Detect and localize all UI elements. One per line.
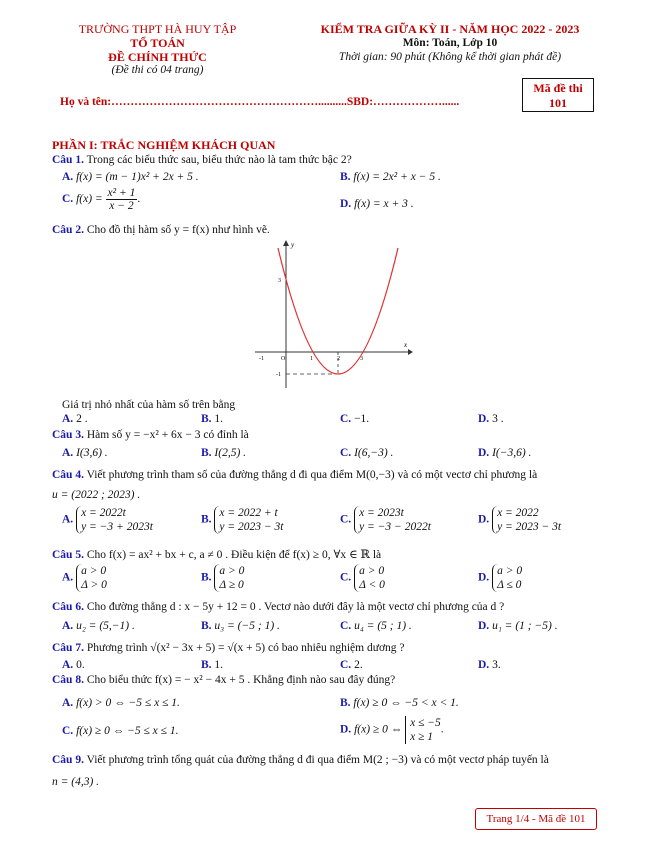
question-text: Viết phương trình tham số của đường thẳng d đi qua điểm M(0,−3) và có một vectơ chỉ phương là [86, 469, 538, 481]
q7-option-d[interactable] [478, 659, 501, 671]
exam-subject: Môn: Toán, Lớp 10 [402, 37, 498, 49]
option-letter: C. [62, 725, 74, 737]
question-6 [52, 601, 504, 613]
q1-option-c[interactable] [62, 187, 140, 212]
equation-line: a > 0 [219, 565, 245, 577]
option-letter: D. [478, 620, 490, 632]
option-letter: A. [62, 571, 74, 584]
equation-line: y = 2023 − 3t [219, 521, 284, 533]
equation-system [76, 564, 107, 592]
question-label: Câu 5. [52, 549, 84, 561]
question-text: Cho đồ thị hàm số y = f(x) như hình vẽ. [86, 224, 270, 236]
q8-option-c[interactable] [62, 725, 178, 737]
fraction [106, 187, 141, 212]
option-text: 3 . [492, 413, 504, 425]
equation-system [492, 506, 561, 534]
q6-option-d[interactable] [478, 620, 558, 632]
equation-system [76, 506, 153, 534]
equation-line: x = 2022 [497, 507, 539, 519]
question-label: Câu 7. [52, 642, 84, 654]
official-label: ĐỀ CHÍNH THỨC [108, 50, 207, 64]
option-text: u₁ = (1 ; −5) . [492, 620, 558, 632]
part1-title: PHẦN I: TRẮC NGHIỆM KHÁCH QUAN [52, 138, 276, 152]
question-label: Câu 8. [52, 674, 84, 686]
q7-option-c[interactable] [340, 659, 363, 671]
question-3 [52, 429, 249, 441]
option-text: 2 . [76, 413, 88, 425]
option-text: f(x) > 0 ⇔ −5 ≤ x ≤ 1. [76, 697, 180, 709]
function-graph [250, 236, 420, 396]
option-text: f(x) = x + 3 . [354, 198, 414, 210]
denominator: x − 2 [109, 200, 134, 212]
q7-option-b[interactable] [201, 659, 223, 671]
equation-line: y = 2023 − 3t [497, 521, 562, 533]
option-letter: D. [478, 571, 490, 584]
exam-time: Thời gian: 90 phút (Không kể thời gian phát đề) [338, 51, 562, 63]
equation-line: Δ ≥ 0 [219, 579, 244, 591]
q5-option-c[interactable] [340, 564, 385, 592]
exam-code-label: Mã đề thi [533, 81, 583, 95]
q8-option-a[interactable] [62, 697, 180, 709]
q2-option-d[interactable] [478, 413, 504, 425]
option-letter: C. [340, 571, 352, 584]
q2-subquestion: Giá trị nhỏ nhất của hàm số trên bằng [62, 399, 236, 411]
equation-system [492, 564, 522, 592]
question-1 [52, 154, 352, 166]
equation-line: a > 0 [359, 565, 385, 577]
option-letter: D. [340, 723, 352, 736]
page-footer: Trang 1/4 - Mã đề 101 [475, 808, 597, 830]
option-letter: B. [201, 620, 212, 632]
question-7 [52, 642, 405, 654]
tick-label: 1 [310, 356, 313, 362]
q5-option-b[interactable] [201, 564, 244, 592]
option-letter: D. [478, 413, 490, 425]
question-5 [52, 547, 381, 561]
option-letter: A. [62, 447, 74, 459]
option-suffix: . [440, 723, 444, 736]
option-text: 2. [354, 659, 363, 671]
q2-option-b[interactable] [201, 413, 223, 425]
option-letter: B. [201, 447, 212, 459]
condition-line: x ≤ −5 [410, 717, 441, 729]
option-suffix: . [137, 193, 141, 206]
q2-option-c[interactable] [340, 413, 369, 425]
question-label: Câu 2. [52, 224, 84, 236]
option-letter: B. [340, 697, 351, 709]
option-letter: B. [201, 413, 212, 425]
q7-option-a[interactable] [62, 659, 85, 671]
tick-label: -1 [259, 356, 264, 362]
q9-normal-vector: n = (4,3) . [52, 776, 100, 788]
option-text: u₃ = (−5 ; 1) . [214, 620, 280, 632]
option-letter: B. [201, 571, 212, 584]
question-text: Cho f(x) = ax² + bx + c, a ≠ 0 . Điều kiện để f(x) ≥ 0, ∀x ∈ ℝ là [86, 549, 382, 561]
x-axis-label: x [404, 341, 408, 349]
question-label: Câu 9. [52, 754, 84, 766]
q3-option-a[interactable] [62, 447, 108, 459]
tick-label: O [281, 356, 286, 362]
option-prefix: f(x) ≥ 0 ⇔ [354, 723, 403, 736]
option-letter: B. [340, 171, 351, 183]
tick-label: 3 [360, 356, 363, 362]
option-letter: A. [62, 413, 74, 425]
y-axis-label: y [291, 241, 295, 249]
question-text: Trong các biểu thức sau, biểu thức nào là tam thức bậc 2? [86, 154, 352, 166]
q2-option-a[interactable] [62, 413, 88, 425]
option-text: I(6,−3) . [354, 447, 394, 459]
option-letter: B. [201, 659, 212, 671]
pages-note: (Đề thi có 04 trang) [111, 64, 204, 76]
q4-option-c[interactable] [340, 506, 431, 534]
q6-option-b[interactable] [201, 620, 280, 632]
equation-line: y = −3 − 2022t [359, 521, 431, 533]
school-name: TRƯỜNG THPT HÀ HUY TẬP [78, 22, 237, 36]
option-text: −1. [354, 413, 370, 425]
tick-label: 2 [337, 356, 340, 362]
option-letter: C. [340, 413, 352, 425]
question-text: Hàm số y = −x² + 6x − 3 có đỉnh là [86, 429, 249, 441]
option-text: f(x) ≥ 0 ⇔ −5 ≤ x ≤ 1. [76, 725, 179, 737]
option-letter: D. [478, 513, 490, 526]
equation-line: a > 0 [497, 565, 523, 577]
option-letter: C. [340, 659, 352, 671]
department-name: TỔ TOÁN [130, 36, 185, 50]
q1-option-a[interactable] [62, 171, 199, 183]
option-text: u₄ = (5 ; 1) . [354, 620, 412, 632]
q1-option-b[interactable] [340, 171, 441, 183]
q3-option-b[interactable] [201, 447, 246, 459]
tick-label: -1 [276, 372, 281, 378]
option-text: f(x) = 2x² + x − 5 . [353, 171, 441, 183]
question-label: Câu 4. [52, 469, 84, 481]
q3-option-d[interactable] [478, 447, 531, 459]
option-text: 0. [76, 659, 85, 671]
option-text: I(3,6) . [76, 447, 108, 459]
exam-title: KIỂM TRA GIỮA KỲ II - NĂM HỌC 2022 - 2023 [320, 22, 580, 36]
equation-system [214, 564, 244, 592]
option-prefix: f(x) = [76, 193, 103, 206]
question-9 [52, 754, 549, 766]
question-label: Câu 1. [52, 154, 84, 166]
q4-option-b[interactable] [201, 506, 284, 534]
option-text: I(2,5) . [214, 447, 247, 459]
equation-line: x = 2023t [359, 507, 404, 519]
question-label: Câu 3. [52, 429, 84, 441]
q5-option-a[interactable] [62, 564, 107, 592]
option-letter: A. [62, 513, 74, 526]
equation-line: y = −3 + 2023t [81, 521, 153, 533]
option-letter: C. [340, 447, 352, 459]
q6-option-a[interactable] [62, 620, 135, 632]
option-letter: D. [340, 198, 352, 210]
q6-option-c[interactable] [340, 620, 412, 632]
option-text: 1. [214, 659, 224, 671]
exam-code-box [522, 78, 594, 112]
equation-system [214, 506, 283, 534]
y-axis-arrow [283, 240, 289, 246]
name-sbd-line: Họ và tên:………………………………………………..........SBD:………………...... [60, 96, 460, 108]
option-text: f(x) ≥ 0 ⇔ −5 < x < 1. [353, 697, 459, 709]
exam-code-value: 101 [549, 96, 567, 110]
tick-label: 3 [278, 278, 281, 284]
q8-option-d[interactable] [340, 716, 444, 744]
equation-system [354, 506, 431, 534]
equation-line: a > 0 [81, 565, 107, 577]
x-axis-arrow [408, 349, 413, 355]
option-letter: C. [340, 620, 352, 632]
option-text: 3. [492, 659, 501, 671]
equation-line: Δ > 0 [81, 579, 107, 591]
option-letter: A. [62, 171, 74, 183]
question-text: Cho đường thẳng d : x − 5y + 12 = 0 . Vectơ nào dưới đây là một vectơ chỉ phương của d ? [86, 601, 505, 613]
question-text: Cho biểu thức f(x) = − x² − 4x + 5 . Khẳng định nào sau đây đúng? [86, 674, 396, 686]
equation-line: Δ < 0 [359, 579, 385, 591]
option-letter: B. [201, 513, 212, 526]
option-letter: A. [62, 620, 74, 632]
option-text: f(x) = (m − 1)x² + 2x + 5 . [76, 171, 199, 183]
option-text: u₂ = (5,−1) . [76, 620, 135, 632]
question-4 [52, 469, 537, 481]
option-letter: D. [478, 447, 490, 459]
equation-line: x = 2022 + t [219, 507, 278, 519]
union-bracket [405, 716, 441, 744]
equation-line: x = 2022t [81, 507, 126, 519]
q4-option-a[interactable] [62, 506, 153, 534]
option-letter: A. [62, 697, 74, 709]
q8-option-b[interactable] [340, 697, 459, 709]
equation-line: Δ ≤ 0 [497, 579, 522, 591]
option-letter: C. [62, 193, 74, 206]
question-text: Phương trình √(x² − 3x + 5) = √(x + 5) có bao nhiêu nghiệm dương ? [86, 642, 405, 654]
equation-system [354, 564, 385, 592]
q4-direction-vector: u = (2022 ; 2023) . [52, 489, 141, 501]
q3-option-c[interactable] [340, 447, 393, 459]
q1-option-d[interactable] [340, 198, 414, 210]
option-letter: A. [62, 659, 74, 671]
question-label: Câu 6. [52, 601, 84, 613]
option-text: 1. [214, 413, 224, 425]
condition-line: x ≥ 1 [410, 731, 434, 743]
option-text: I(−3,6) . [492, 447, 532, 459]
question-text: Viết phương trình tổng quát của đường thẳng d đi qua điểm M(2 ; −3) và có một vectơ pháp tuyến là [86, 754, 549, 766]
q5-option-d[interactable] [478, 564, 522, 592]
numerator: x² + 1 [107, 187, 136, 199]
question-8 [52, 674, 395, 686]
question-2 [52, 224, 270, 236]
q4-option-d[interactable] [478, 506, 561, 534]
option-letter: D. [478, 659, 490, 671]
option-letter: C. [340, 513, 352, 526]
